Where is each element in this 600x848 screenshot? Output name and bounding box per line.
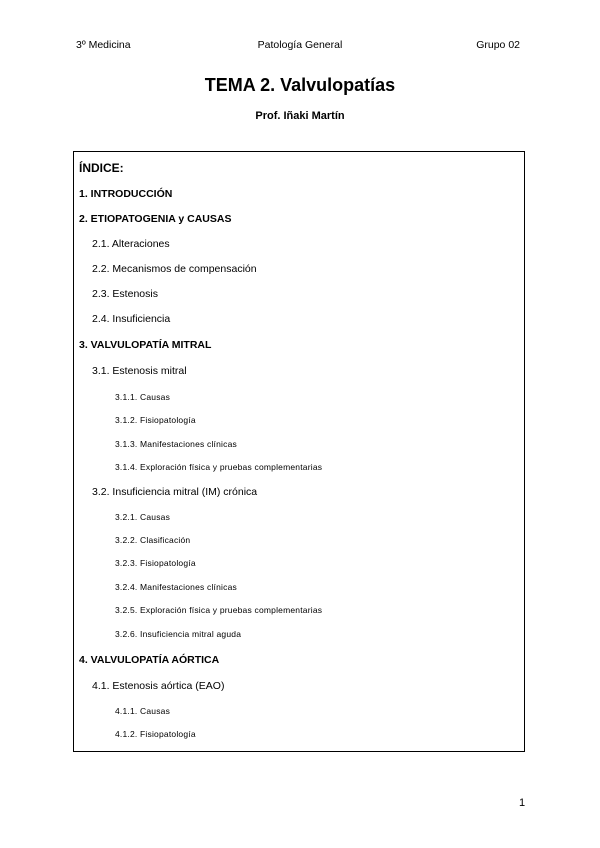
- document-title: TEMA 2. Valvulopatías: [204, 75, 396, 95]
- header-group: Grupo 02: [476, 39, 520, 51]
- toc-entry-level-2[interactable]: 2.4. Insuficiencia: [92, 313, 171, 325]
- toc-heading: ÍNDICE:: [79, 161, 124, 175]
- toc-entry-level-2[interactable]: 2.1. Alteraciones: [92, 238, 170, 250]
- toc-entry-level-1[interactable]: 4. VALVULOPATÍA AÓRTICA: [79, 654, 220, 666]
- toc-entry-level-3[interactable]: 3.1.4. Exploración física y pruebas complementarias: [115, 462, 323, 472]
- toc-entry-level-3[interactable]: 3.2.6. Insuficiencia mitral aguda: [115, 629, 242, 639]
- toc-entry-level-3[interactable]: 3.2.4. Manifestaciones clínicas: [115, 582, 237, 592]
- toc-entry-level-3[interactable]: 3.2.2. Clasificación: [115, 535, 191, 545]
- toc-entry-level-3[interactable]: 3.2.1. Causas: [115, 512, 171, 522]
- toc-entry-level-2[interactable]: 3.2. Insuficiencia mitral (IM) crónica: [92, 486, 258, 498]
- header-course: 3º Medicina: [76, 39, 131, 51]
- toc-entry-level-3[interactable]: 3.1.3. Manifestaciones clínicas: [115, 439, 237, 449]
- toc-entry-level-2[interactable]: 2.2. Mecanismos de compensación: [92, 263, 257, 275]
- toc-entry-level-3[interactable]: 3.2.5. Exploración física y pruebas complementarias: [115, 605, 323, 615]
- table-of-contents: [73, 151, 525, 752]
- author-name: Prof. Iñaki Martín: [255, 110, 345, 122]
- toc-entry-level-3[interactable]: 3.1.2. Fisiopatología: [115, 415, 196, 425]
- page-number: 1: [519, 797, 526, 809]
- toc-entry-level-1[interactable]: 2. ETIOPATOGENIA y CAUSAS: [79, 213, 232, 225]
- toc-entry-level-1[interactable]: 1. INTRODUCCIÓN: [79, 188, 173, 200]
- toc-entry-level-2[interactable]: 2.3. Estenosis: [92, 288, 158, 300]
- toc-entry-level-3[interactable]: 3.2.3. Fisiopatología: [115, 558, 196, 568]
- toc-entry-level-2[interactable]: 4.1. Estenosis aórtica (EAO): [92, 680, 225, 692]
- toc-entry-level-2[interactable]: 3.1. Estenosis mitral: [92, 365, 187, 377]
- toc-entry-level-3[interactable]: 4.1.1. Causas: [115, 706, 171, 716]
- header-subject: Patología General: [257, 39, 343, 51]
- toc-entry-level-3[interactable]: 3.1.1. Causas: [115, 392, 171, 402]
- toc-entry-level-1[interactable]: 3. VALVULOPATÍA MITRAL: [79, 339, 212, 351]
- toc-entry-level-3[interactable]: 4.1.2. Fisiopatología: [115, 729, 196, 739]
